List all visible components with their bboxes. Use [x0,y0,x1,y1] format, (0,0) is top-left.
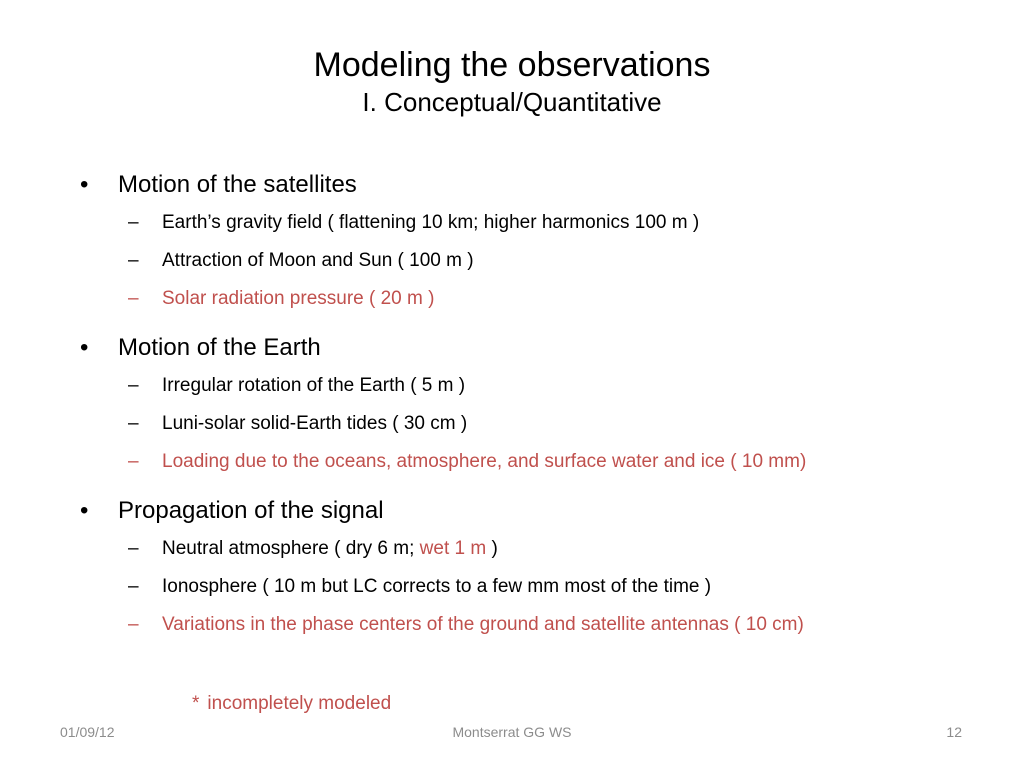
footnote-text: incompletely modeled [207,693,392,714]
bullet-propagation-of-signal [76,492,976,530]
dash-icon: – [128,375,139,396]
bullet-text: Motion of the Earth [118,334,321,361]
sub-item-irregular-rotation [76,367,976,405]
footer-page-number: 12 [946,724,962,740]
sub-item-solar-radiation [76,280,976,318]
bullet-icon: • [80,334,89,361]
dash-icon: – [128,614,139,635]
bullet-text: Propagation of the signal [118,497,384,524]
footer-title: Montserrat GG WS [452,724,572,740]
sub-item-ionosphere [76,568,976,606]
bullet-motion-of-satellites [76,166,976,204]
sub-item-neutral-atmosphere [76,530,976,568]
sub-item-text: Irregular rotation of the Earth ( 5 m ) [162,375,466,396]
dash-icon: – [128,576,139,597]
bullet-motion-of-earth [76,329,976,367]
footnote [192,690,391,718]
dash-icon: – [128,451,139,472]
sub-item-text: Earth’s gravity field ( flattening 10 km; higher harmonics 100 m ) [162,212,700,233]
sub-item-text: Attraction of Moon and Sun ( 100 m ) [162,250,474,271]
sub-item-text: Luni-solar solid-Earth tides ( 30 cm ) [162,413,468,434]
bullet-icon: • [80,171,89,198]
title-block [0,44,1024,118]
sub-item-gravity-field [76,204,976,242]
slide-title: Modeling the observations [313,46,711,84]
sub-item-solid-earth-tides [76,405,976,443]
bullet-icon: • [80,497,89,524]
sub-item-highlight: wet 1 m [419,538,487,559]
sub-item-moon-sun [76,242,976,280]
asterisk-icon: * [192,693,200,714]
sub-item-text: Variations in the phase centers of the ground and satellite antennas ( 10 cm) [162,614,804,635]
sub-item-text: Loading due to the oceans, atmosphere, and surface water and ice ( 10 mm) [162,451,807,472]
bullet-list [76,166,976,644]
footer-date: 01/09/12 [60,724,115,740]
sub-item-loading [76,443,976,481]
dash-icon: – [128,250,139,271]
bullet-text: Motion of the satellites [118,171,357,198]
dash-icon: – [128,538,139,559]
sub-item-text-suffix: ) [486,538,498,559]
slide-subtitle: I. Conceptual/Quantitative [362,87,662,117]
dash-icon: – [128,288,139,309]
sub-item-text: Solar radiation pressure ( 20 m ) [162,288,435,309]
dash-icon: – [128,413,139,434]
dash-icon: – [128,212,139,233]
sub-item-text: Ionosphere ( 10 m but LC corrects to a few mm most of the time ) [162,576,712,597]
sub-item-phase-centers [76,606,976,644]
sub-item-text-prefix: Neutral atmosphere ( dry 6 m; [162,538,420,559]
